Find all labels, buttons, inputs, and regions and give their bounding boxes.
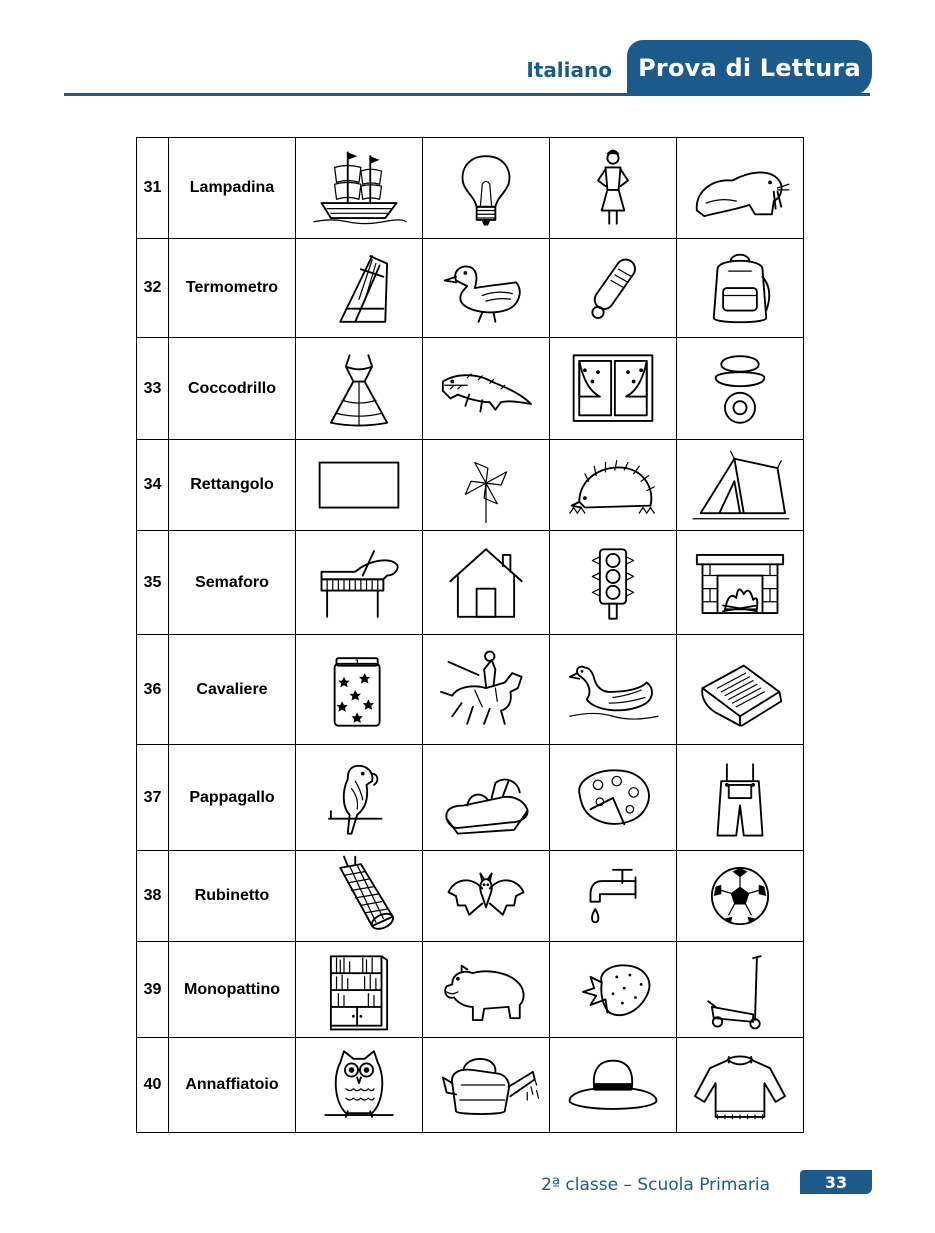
item-number: 39	[137, 942, 169, 1038]
item-number: 40	[137, 1038, 169, 1133]
target-word: Rubinetto	[169, 851, 296, 942]
soccer-ball-icon	[680, 851, 800, 941]
picture-option[interactable]	[677, 531, 804, 635]
target-word: Monopattino	[169, 942, 296, 1038]
traffic-light-icon	[553, 538, 673, 628]
picture-option[interactable]	[550, 635, 677, 745]
picture-option[interactable]	[296, 635, 423, 745]
picture-option[interactable]	[677, 338, 804, 440]
duck-icon	[426, 243, 546, 333]
overalls-icon	[680, 753, 800, 843]
picture-option[interactable]	[423, 531, 550, 635]
page-number-badge: 33	[800, 1170, 872, 1194]
target-word: Pappagallo	[169, 745, 296, 851]
newspaper-icon	[680, 645, 800, 735]
sweater-icon	[680, 1040, 800, 1130]
pizza-icon	[553, 753, 673, 843]
section-tab-label: Prova di Lettura	[638, 54, 861, 82]
reading-test-table	[136, 137, 804, 1133]
thermometer-icon	[553, 243, 673, 333]
picture-option[interactable]	[677, 239, 804, 338]
dress-icon	[299, 344, 419, 434]
light-bulb-icon	[426, 143, 546, 233]
table-row	[137, 440, 804, 531]
hat-icon	[553, 1040, 673, 1130]
item-number: 36	[137, 635, 169, 745]
pinwheel-icon	[426, 440, 546, 530]
rectangle-icon	[299, 440, 419, 530]
sailing-ship-icon	[299, 143, 419, 233]
target-word: Cavaliere	[169, 635, 296, 745]
target-word: Rettangolo	[169, 440, 296, 531]
picture-option[interactable]	[550, 851, 677, 942]
item-number: 38	[137, 851, 169, 942]
bat-icon	[426, 851, 546, 941]
piano-icon	[299, 538, 419, 628]
watering-can-icon	[426, 1040, 546, 1130]
picture-option[interactable]	[296, 745, 423, 851]
target-word: Semaforo	[169, 531, 296, 635]
picture-option[interactable]	[296, 440, 423, 531]
picture-option[interactable]	[677, 851, 804, 942]
picture-option[interactable]	[296, 1038, 423, 1133]
picture-option[interactable]	[296, 239, 423, 338]
picture-option[interactable]	[550, 338, 677, 440]
picture-option[interactable]	[677, 1038, 804, 1133]
picture-option[interactable]	[423, 942, 550, 1038]
picture-option[interactable]	[296, 942, 423, 1038]
picture-option[interactable]	[423, 440, 550, 531]
parrot-icon	[299, 753, 419, 843]
backpack-icon	[680, 243, 800, 333]
sandal-icon	[426, 753, 546, 843]
hedgehog-icon	[553, 440, 673, 530]
picture-option[interactable]	[296, 531, 423, 635]
table-row	[137, 138, 804, 239]
target-word: Lampadina	[169, 138, 296, 239]
knight-on-horse-icon	[426, 645, 546, 735]
target-word: Termometro	[169, 239, 296, 338]
table-row	[137, 851, 804, 942]
picture-option[interactable]	[423, 1038, 550, 1133]
deck-chair-icon	[299, 243, 419, 333]
house-icon	[426, 538, 546, 628]
item-number: 35	[137, 531, 169, 635]
picture-option[interactable]	[423, 635, 550, 745]
picture-option[interactable]	[296, 338, 423, 440]
table-row	[137, 239, 804, 338]
star-jar-icon	[299, 645, 419, 735]
star-jar-label: 1	[354, 657, 360, 666]
scooter-icon	[680, 945, 800, 1035]
picture-option[interactable]	[296, 851, 423, 942]
picture-option[interactable]	[677, 440, 804, 531]
walrus-icon	[680, 143, 800, 233]
fireplace-icon	[680, 538, 800, 628]
item-number: 34	[137, 440, 169, 531]
picture-option[interactable]	[677, 138, 804, 239]
tent-icon	[680, 440, 800, 530]
target-word: Coccodrillo	[169, 338, 296, 440]
picture-option[interactable]	[550, 239, 677, 338]
faucet-icon	[553, 851, 673, 941]
hippo-icon	[426, 945, 546, 1035]
salami-icon	[299, 851, 419, 941]
picture-option[interactable]	[677, 635, 804, 745]
picture-option[interactable]	[550, 531, 677, 635]
footer-class-label: 2ª classe – Scuola Primaria	[541, 1175, 770, 1195]
subject-label: Italiano	[526, 58, 612, 82]
picture-option[interactable]	[550, 1038, 677, 1133]
bookcase-icon	[299, 945, 419, 1035]
table-row	[137, 942, 804, 1038]
picture-option[interactable]	[423, 851, 550, 942]
strawberry-icon	[553, 945, 673, 1035]
picture-option[interactable]	[550, 942, 677, 1038]
table-row	[137, 745, 804, 851]
item-number: 32	[137, 239, 169, 338]
table-row	[137, 531, 804, 635]
picture-option[interactable]	[423, 745, 550, 851]
swan-icon	[553, 645, 673, 735]
item-number: 33	[137, 338, 169, 440]
picture-option[interactable]	[550, 745, 677, 851]
picture-option[interactable]	[423, 138, 550, 239]
picture-option[interactable]	[550, 138, 677, 239]
picture-option[interactable]	[677, 942, 804, 1038]
target-word: Annaffiatoio	[169, 1038, 296, 1133]
picture-option[interactable]	[296, 138, 423, 239]
picture-option[interactable]	[423, 239, 550, 338]
table-row	[137, 1038, 804, 1133]
crocodile-icon	[426, 344, 546, 434]
owl-icon	[299, 1040, 419, 1130]
window-icon	[553, 344, 673, 434]
section-tab	[627, 40, 872, 96]
pacifier-icon	[680, 344, 800, 434]
item-number: 31	[137, 138, 169, 239]
table-row	[137, 635, 804, 745]
picture-option[interactable]	[550, 440, 677, 531]
picture-option[interactable]	[423, 338, 550, 440]
picture-option[interactable]	[677, 745, 804, 851]
table-row	[137, 338, 804, 440]
woman-icon	[553, 143, 673, 233]
item-number: 37	[137, 745, 169, 851]
